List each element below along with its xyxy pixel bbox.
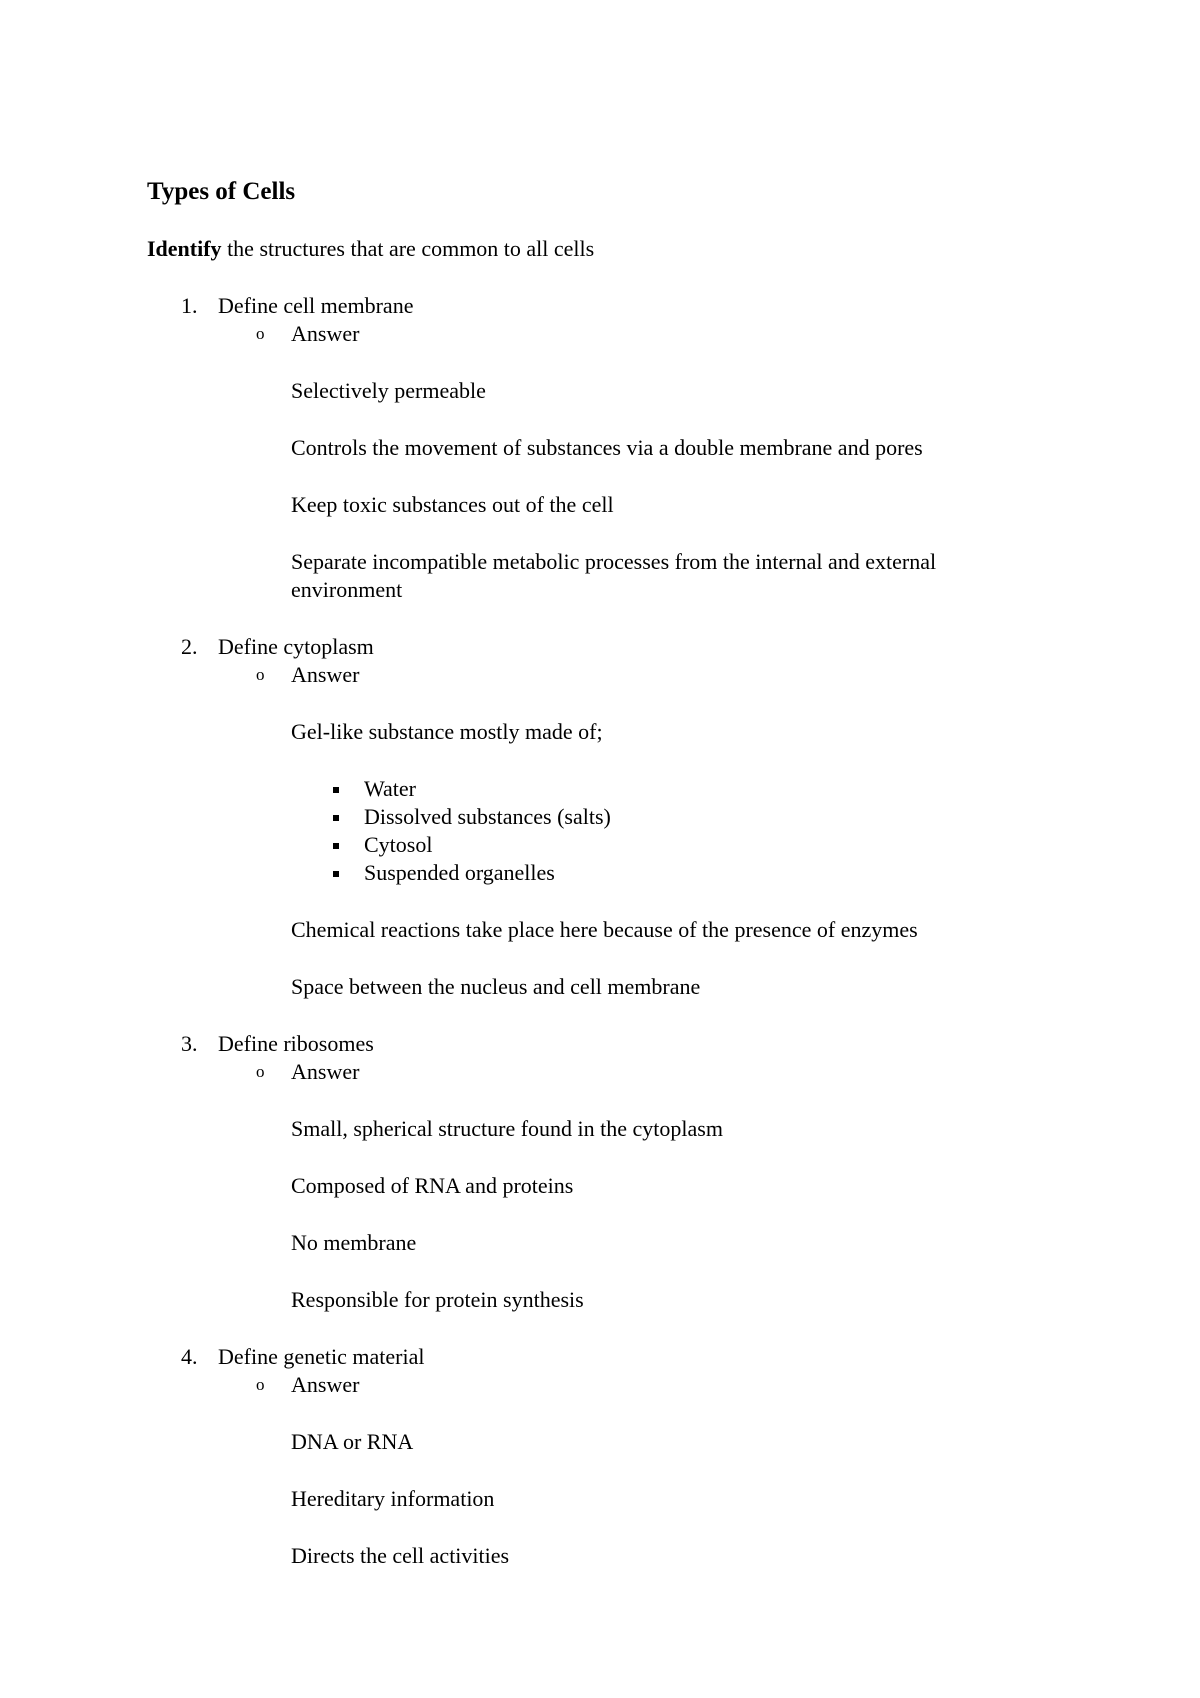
answer-line-text: Hereditary information xyxy=(291,1486,495,1511)
answer-line-text: Gel-like substance mostly made of; xyxy=(291,719,603,744)
hollow-bullet-icon: o xyxy=(256,1375,265,1394)
question-number: 3. xyxy=(181,1031,198,1056)
bullet-text: Dissolved substances (salts) xyxy=(364,804,611,829)
answer-line-text: Directs the cell activities xyxy=(291,1543,510,1568)
answer-line-text: Keep toxic substances out of the cell xyxy=(291,492,614,517)
square-bullet-icon xyxy=(333,871,339,877)
answer-line-text: Responsible for protein synthesis xyxy=(291,1287,584,1312)
bullet-text: Water xyxy=(364,776,416,801)
answer-line-text: DNA or RNA xyxy=(291,1429,414,1454)
bullet-text: Suspended organelles xyxy=(364,860,555,885)
square-bullet-icon xyxy=(333,815,339,821)
question-number: 1. xyxy=(181,293,198,318)
question-text: Define genetic material xyxy=(218,1344,425,1369)
answer-label: Answer xyxy=(291,1059,360,1084)
question-text: Define cytoplasm xyxy=(218,634,374,659)
answer-label: Answer xyxy=(291,662,360,687)
answer-line-text: Space between the nucleus and cell membrane xyxy=(291,974,701,999)
answer-line-text: No membrane xyxy=(291,1230,417,1255)
question-text: Define cell membrane xyxy=(218,293,414,318)
answer-line-text: Chemical reactions take place here because of the presence of enzymes xyxy=(291,917,918,942)
hollow-bullet-icon: o xyxy=(256,1062,265,1081)
answer-line-text: Composed of RNA and proteins xyxy=(291,1173,574,1198)
question-number: 4. xyxy=(181,1344,198,1369)
answer-line-text: Small, spherical structure found in the cytoplasm xyxy=(291,1116,723,1141)
question-text: Define ribosomes xyxy=(218,1031,374,1056)
answer-label: Answer xyxy=(291,321,360,346)
intro-text: the structures that are common to all cells xyxy=(221,236,595,261)
square-bullet-icon xyxy=(333,843,339,849)
hollow-bullet-icon: o xyxy=(256,324,265,343)
square-bullet-icon xyxy=(333,787,339,793)
bullet-text: Cytosol xyxy=(364,832,433,857)
answer-line-text: Controls the movement of substances via a double membrane and pores xyxy=(291,435,923,460)
page-title: Types of Cells xyxy=(147,178,296,205)
intro-instruction xyxy=(147,235,594,263)
intro-keyword: Identify xyxy=(147,236,222,261)
answer-line-text: Selectively permeable xyxy=(291,378,486,403)
answer-line-text: Separate incompatible metabolic processes from the internal and external environment xyxy=(291,549,937,602)
hollow-bullet-icon: o xyxy=(256,665,265,684)
answer-label: Answer xyxy=(291,1372,360,1397)
question-number: 2. xyxy=(181,634,198,659)
